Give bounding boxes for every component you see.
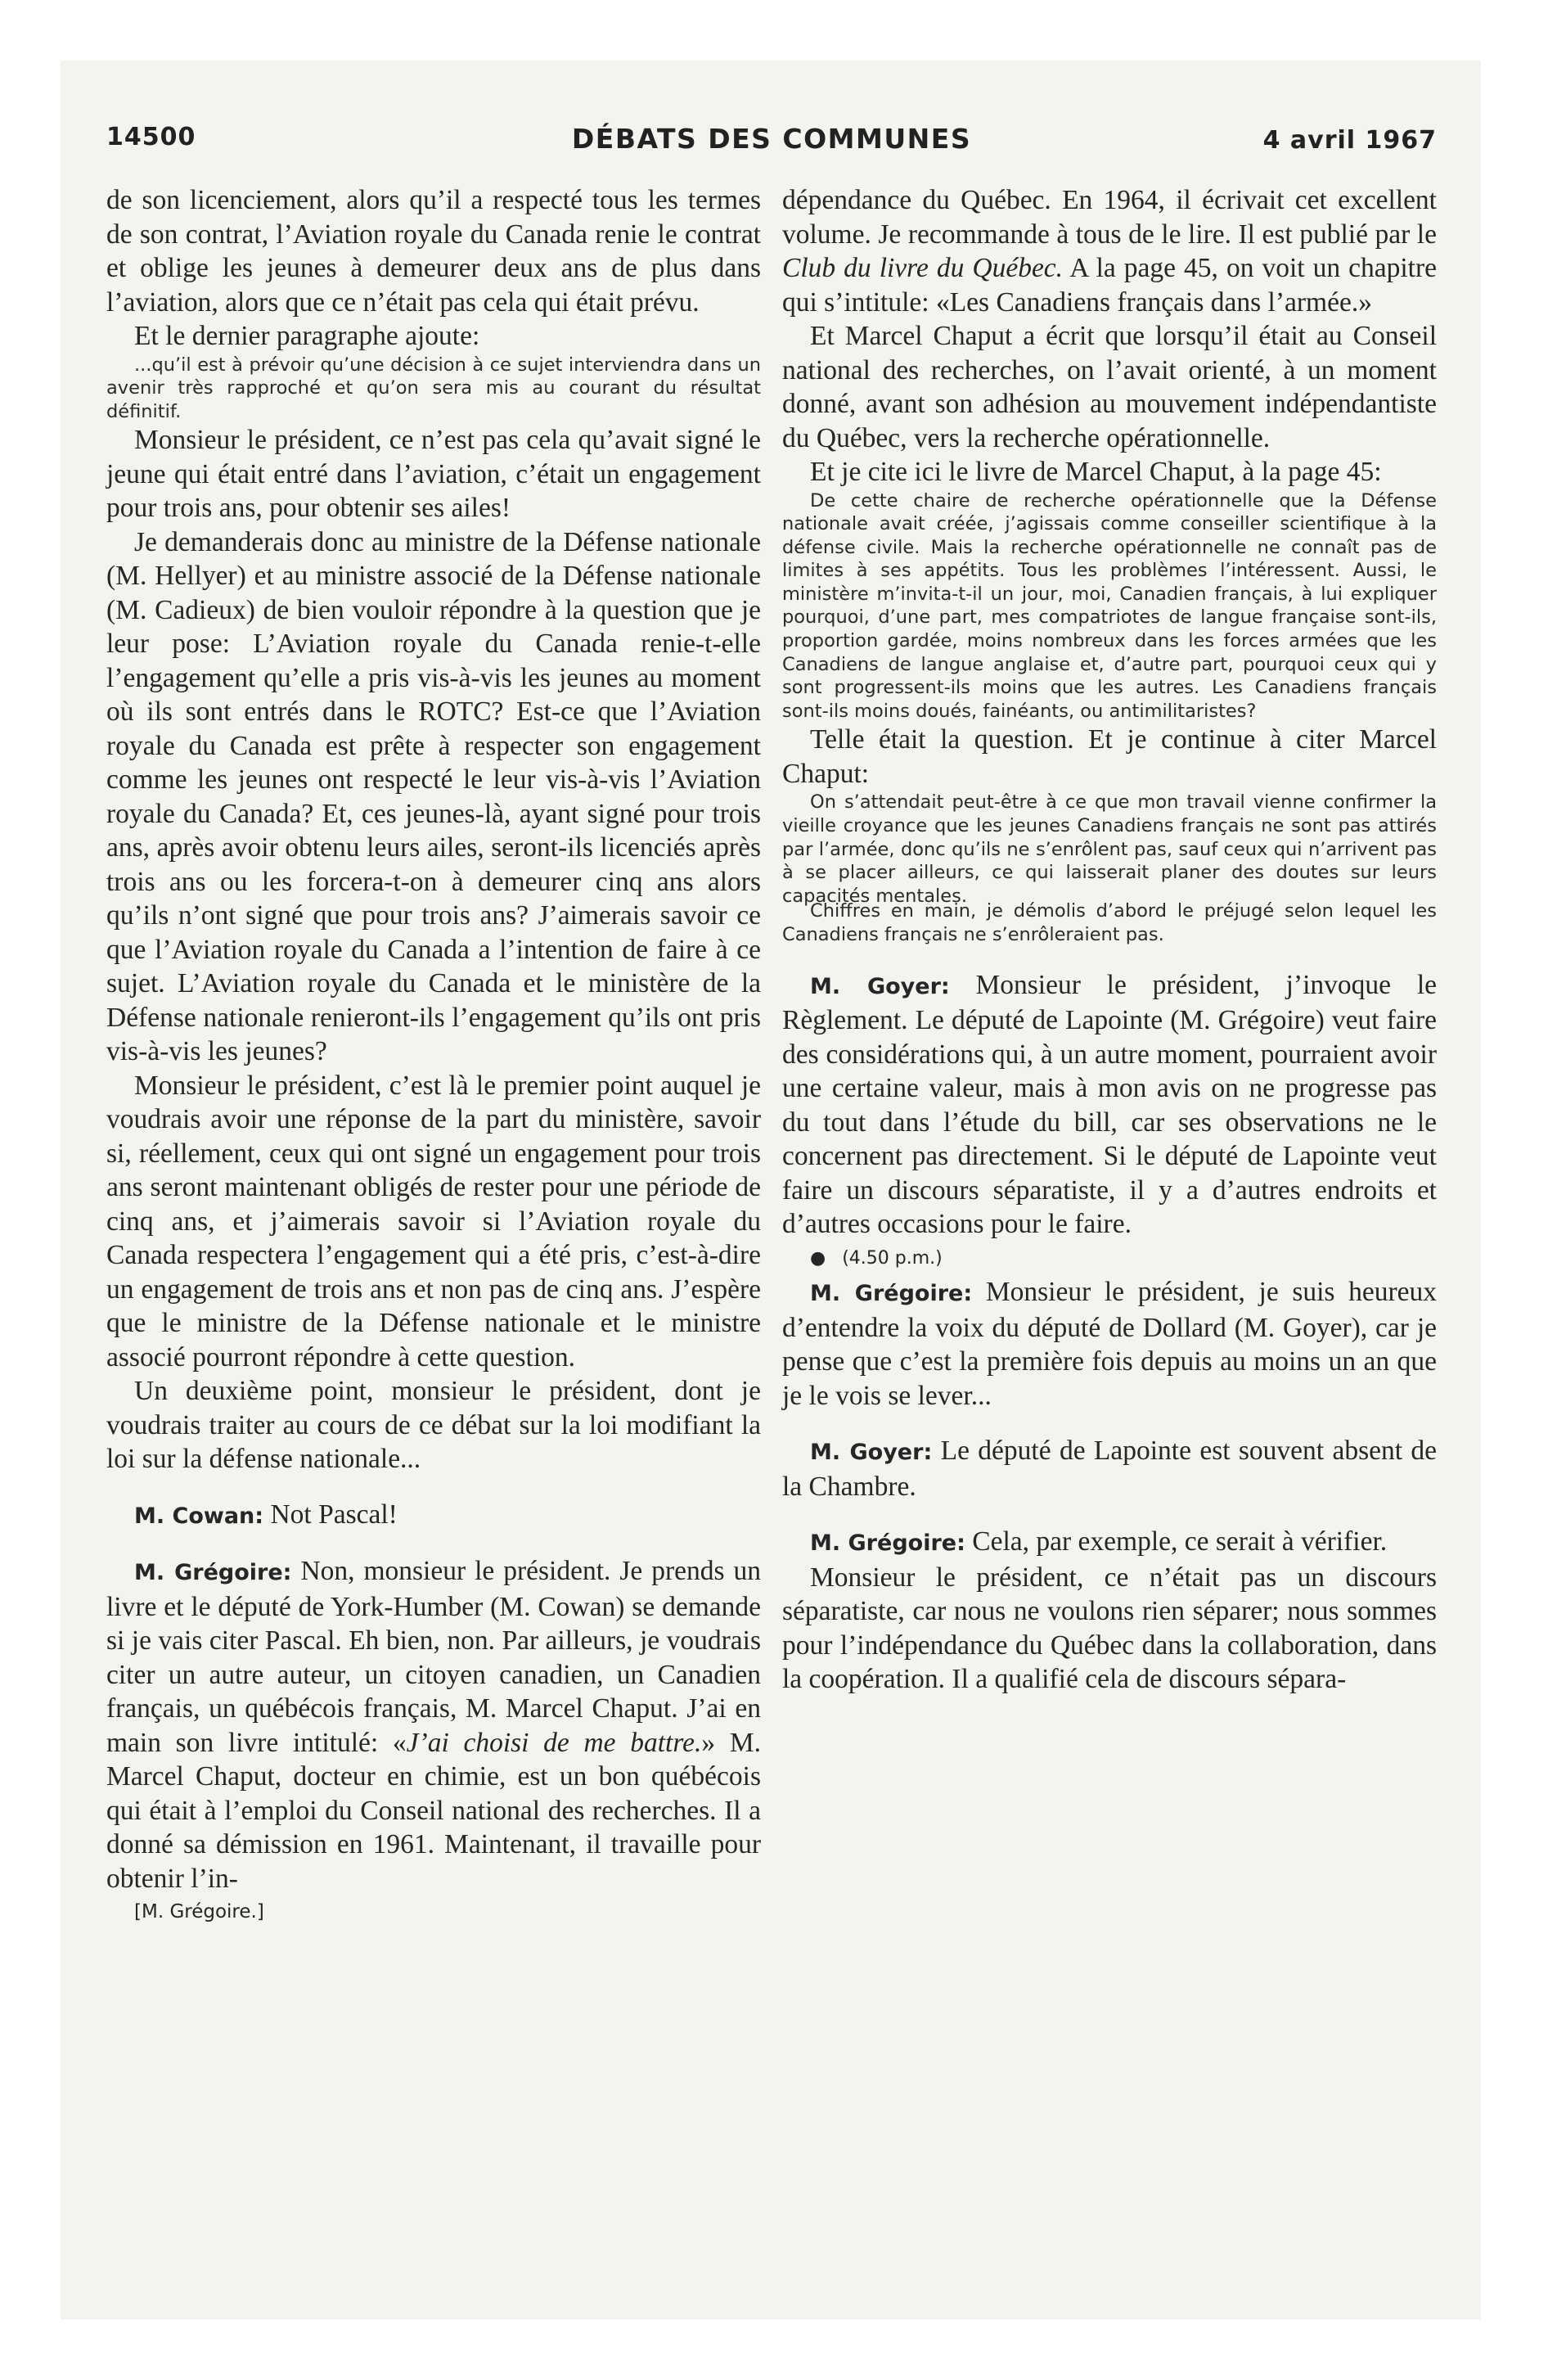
speaker-name: M. Grégoire: — [810, 1281, 973, 1307]
speech-text: Monsieur le président, j’invoque le Règlement. Le député de Lapointe (M. Grégoire) veut faire des considérations qui, à un autre moment, pourraient avoir une certaine valeur, mais à mon avis on ne progresse pas du tout dans l’étude du bill, car ses observations ne le concernent pas directement. Si le député de Lapointe veut faire un discours séparatiste, il y a d’autres endroits et d’autres occasions pour le faire. — [782, 969, 1437, 1240]
block-quote: ...qu’il est à prévoir qu’une décision à ce sujet interviendra dans un avenir très rapproché et qu’on sera mis au courant du résultat définitif. — [106, 354, 761, 422]
paragraph — [782, 183, 1437, 319]
speaker-name: M. Goyer: — [810, 973, 950, 999]
speech — [106, 1554, 761, 1895]
block-quote: Chiffres en main, je démolis d’abord le préjugé selon lequel les Canadiens français ne s’enrôleraient pas. — [782, 900, 1437, 945]
speech — [782, 1525, 1437, 1561]
paragraph: Je demanderais donc au ministre de la Défense nationale (M. Hellyer) et au ministre associé de la Défense nationale (M. Cadieux) de bien vouloir répondre à la question que je leur pose: L’Aviation royale du Canada renie-t-elle l’engagement qu’elle a pris vis-à-vis les jeunes au moment où ils sont entrés dans le ROTC? Est-ce que l’Aviation royale du Canada est prête à respecter son engagement comme les jeunes ont respecté le leur vis-à-vis l’Aviation royale du Canada? Et, ces jeunes-là, ayant signé pour trois ans, après avoir obtenu leurs ailes, seront-ils licenciés après trois ans ou les forcera-t-on à demeurer cinq ans alors qu’ils n’ont signé que pour trois ans? J’aimerais savoir ce que l’Aviation royale du Canada a l’intention de faire à ce sujet. L’Aviation royale du Canada et le ministère de la Défense nationale renieront-ils l’engagement qu’ils ont pris vis-à-vis les jeunes? — [106, 526, 761, 1067]
bullet-icon: ● — [810, 1247, 826, 1269]
speech — [782, 968, 1437, 1242]
speech — [106, 1498, 761, 1534]
block-quote: De cette chaire de recherche opérationnelle que la Défense nationale avait créée, j’agissais comme conseiller scientifique à la défense civile. Mais la recherche opérationnelle ne connaît pas de limites à ses appétits. Tous les problèmes l’intéressent. Aussi, le ministère m’invita-t-il un jour, moi, Canadien français, à lui expliquer pourquoi, d’une part, mes compatriotes de langue française sont-ils, proportion gardée, moins nombreux dans les forces armées que les Canadiens de langue anglaise et, d’autre part, pourquoi ceux qui y sont progressent-ils moins que les autres. Les Canadiens français sont-ils moins doués, fainéants, ou antimilitaristes? — [782, 489, 1437, 722]
paragraph: Et Marcel Chaput a écrit que lorsqu’il était au Conseil national des recherches, on l’avait orienté, à un moment donné, avant son adhésion au mouvement indépendantiste du Québec, vers la recherche opérationnelle. — [782, 321, 1437, 453]
speaker-name: M. Grégoire: — [810, 1530, 965, 1557]
block-quote: On s’attendait peut-être à ce que mon travail vienne confirmer la vieille croyance que les jeunes Canadiens français ne sont pas attirés par l’armée, donc qu’ils ne s’enrôlent pas, sauf ceux qui n’arrivent pas à se placer ailleurs, ce qui laisserait planer des doutes sur leurs capacités mentales. — [782, 791, 1437, 907]
speech-text: Le député de Lapointe est souvent absent de la Chambre. — [782, 1436, 1438, 1502]
running-title: DÉBATS DES COMMUNES — [571, 123, 972, 155]
speaker-name: M. Goyer: — [810, 1440, 933, 1466]
page-number: 14500 — [106, 123, 196, 151]
paragraph: Et je cite ici le livre de Marcel Chaput, à la page 45: — [810, 457, 1382, 487]
paragraph-text: dépendance du Québec. En 1964, il écrivait cet excellent volume. Je recommande à tous de le lire. Il est publié par le — [782, 185, 1437, 250]
paragraph: Un deuxième point, monsieur le président, dont je voudrais traiter au cours de ce débat sur la loi modifiant la loi sur la défense nationale... — [106, 1376, 761, 1475]
book-title: J’ai choisi de me battre. — [406, 1727, 702, 1758]
speech-text: Not Pascal! — [270, 1499, 398, 1530]
speech-text: Cela, par exemple, ce serait à vérifier. — [972, 1526, 1388, 1557]
time-stamp — [782, 1242, 1437, 1276]
paragraph: Monsieur le président, ce n’était pas un discours séparatiste, car nous ne voulons rien séparer; nous sommes pour l’indépendance du Québec dans la collaboration, dans la coopération. Il a qualifié cela de discours sépara- — [782, 1562, 1437, 1695]
paragraph: Telle était la question. Et je continue à citer Marcel Chaput: — [782, 724, 1437, 789]
right-column — [782, 183, 1437, 1697]
paragraph-text: A la page 45, on voit un chapitre qui s’intitule: «Les Canadiens français dans l’armée.» — [782, 253, 1437, 318]
speech-text: Non, monsieur le président. Je prends un livre et le député de York-Humber (M. Cowan) se demande si je vais citer Pascal. Eh bien, non. Par ailleurs, je voudrais citer un autre auteur, un citoyen canadien, un Canadien français, un québécois français, M. Marcel Chaput. J’ai en main son livre intitulé: « — [106, 1556, 762, 1758]
paragraph: Et le dernier paragraphe ajoute: — [134, 321, 480, 351]
publisher-title: Club du livre du Québec. — [782, 253, 1064, 283]
page-header — [106, 116, 1437, 165]
speaker-footnote: [M. Grégoire.] — [134, 1901, 264, 1923]
speech — [782, 1275, 1437, 1413]
left-column — [106, 183, 761, 1930]
page-date: 4 avril 1967 — [1262, 126, 1437, 155]
paragraph: Monsieur le président, c’est là le premier point auquel je voudrais avoir une réponse de la part du ministère, savoir si, réellement, ceux qui ont signé un engagement pour trois ans seront maintenant obligés de rester pour une période de cinq ans, et j’aimerais savoir si l’Aviation royale du Canada respectera l’engagement qui a été pris, c’est-à-dire un engagement de trois ans et non pas de cinq ans. J’espère que le ministre de la Défense nationale et le ministre associé pourront répondre à cette question. — [106, 1070, 761, 1373]
speech — [782, 1434, 1437, 1503]
time-text: (4.50 p.m.) — [842, 1247, 943, 1269]
speaker-name: M. Cowan: — [134, 1503, 264, 1529]
paragraph: de son licenciement, alors qu’il a respecté tous les termes de son contrat, l’Aviation royale du Canada renie le contrat et oblige les jeunes à demeurer deux ans de plus dans l’aviation, alors que ce n’était pas cela qui était prévu. — [106, 185, 761, 318]
speech-text: Monsieur le président, je suis heureux d’entendre la voix du député de Dollard (M. Goyer), car je pense que c’est la première fois depuis au moins un an que je le vois se lever... — [782, 1277, 1438, 1411]
paragraph: Monsieur le président, ce n’est pas cela qu’avait signé le jeune qui était entré dans l’aviation, c’était un engagement pour trois ans, pour obtenir ses ailes! — [106, 425, 761, 524]
speaker-name: M. Grégoire: — [134, 1560, 292, 1586]
speech-text: » M. Marcel Chaput, docteur en chimie, est un bon québécois qui était à l’emploi du Conseil national des recherches. Il a donné sa démission en 1961. Maintenant, il travaille pour obtenir l’in- — [106, 1727, 762, 1894]
